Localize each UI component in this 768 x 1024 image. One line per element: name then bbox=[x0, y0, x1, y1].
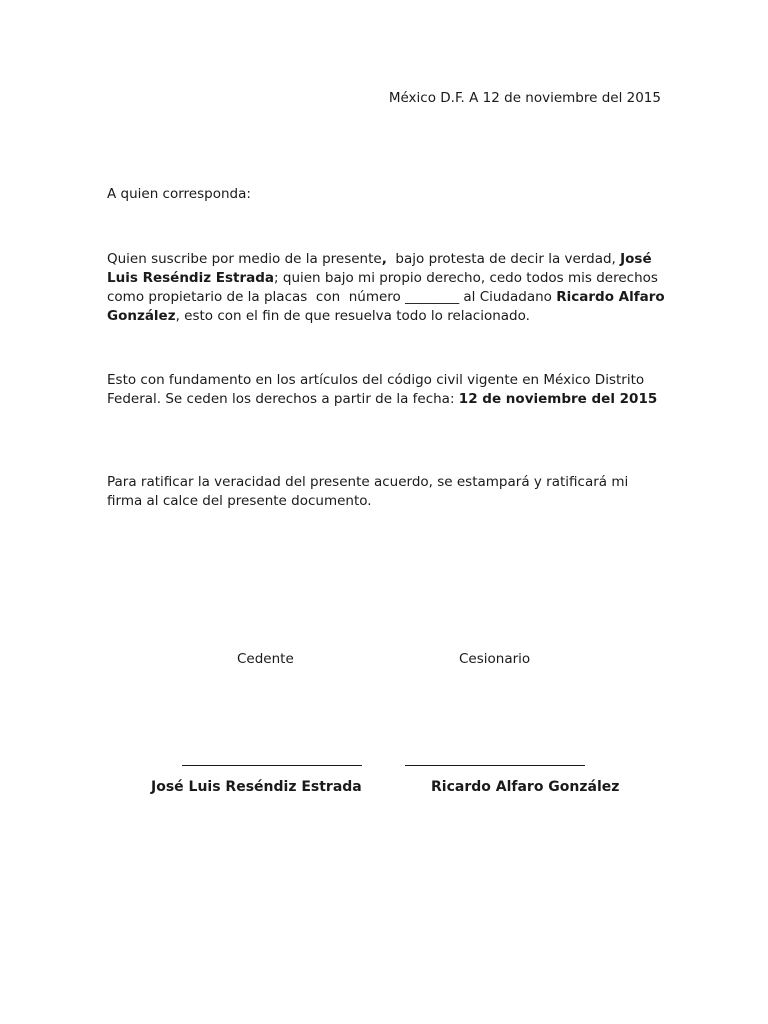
greeting: A quien corresponda: bbox=[107, 186, 251, 202]
effective-date: 12 de noviembre del 2015 bbox=[458, 391, 658, 407]
cesionario-signature-line bbox=[405, 765, 585, 766]
cesionario-signature-name: Ricardo Alfaro González bbox=[431, 779, 620, 795]
cedente-label: Cedente bbox=[237, 651, 294, 667]
declaration-text-2: bajo protesta de decir la verdad, bbox=[386, 251, 616, 267]
paragraph-ratification: Para ratificar la veracidad del presente acuerdo, se estampará y ratificará mi firma al calce del presente documento. bbox=[107, 474, 629, 509]
paragraph-legal-basis bbox=[107, 371, 667, 409]
declaration-comma: , bbox=[381, 251, 387, 267]
declaration-text-1: Quien suscribe por medio de la presente bbox=[107, 251, 382, 267]
legal-basis-text: Esto con fundamento en los artículos del código civil vigente en México Distrito Federal. Se ceden los derechos a partir de la fecha: bbox=[107, 372, 645, 407]
date-line: México D.F. A 12 de noviembre del 2015 bbox=[388, 90, 661, 106]
cedente-signature-line bbox=[182, 765, 362, 766]
cesionario-label: Cesionario bbox=[459, 651, 531, 667]
declaration-text-4: , esto con el fin de que resuelva todo lo relacionado. bbox=[175, 308, 530, 324]
cedente-signature-name: José Luis Reséndiz Estrada bbox=[151, 779, 362, 795]
cesionario-name-inline: Ricardo Alfaro González bbox=[107, 289, 665, 324]
declaration-text-3: ; quien bajo mi propio derecho, cedo todos mis derechos como propietario de la placas con número ________ al Ciudadano bbox=[107, 270, 663, 305]
cedente-name-inline: José Luis Reséndiz Estrada bbox=[107, 251, 652, 286]
paragraph-declaration bbox=[107, 250, 667, 326]
